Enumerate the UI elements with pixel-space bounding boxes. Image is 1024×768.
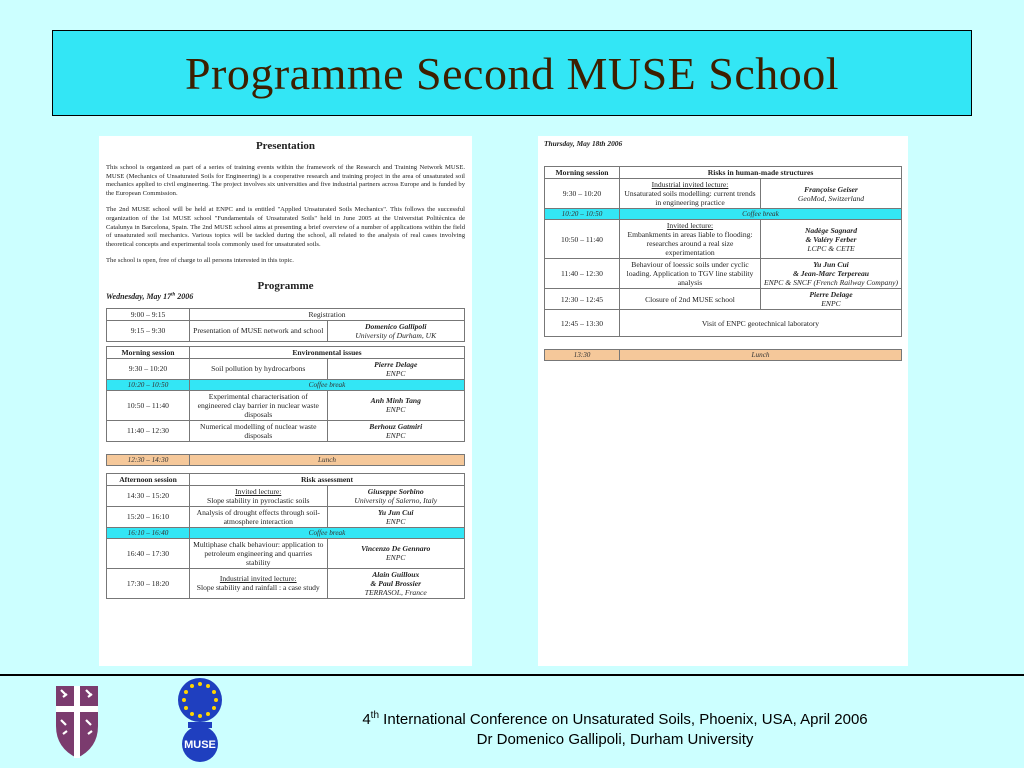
session-label: Morning session bbox=[545, 167, 620, 179]
speaker-cell bbox=[327, 420, 465, 441]
session-cell bbox=[620, 179, 761, 209]
speaker-affiliation: ENPC bbox=[386, 430, 406, 440]
speaker-name: Giuseppe Sorbino bbox=[367, 486, 424, 496]
speaker-name: Pierre Delage bbox=[374, 359, 418, 369]
conference-line bbox=[250, 706, 980, 730]
speaker-name: & Valéry Ferber bbox=[805, 234, 857, 244]
speaker-cell bbox=[761, 220, 902, 259]
table-row bbox=[107, 568, 465, 598]
time-cell: 12:45 – 13:30 bbox=[545, 310, 620, 337]
speaker-affiliation: ENPC bbox=[821, 299, 841, 308]
speaker-affiliation: GeoMod, Switzerland bbox=[797, 193, 865, 203]
time-cell: 9:15 – 9:30 bbox=[107, 320, 190, 341]
author-line: Dr Domenico Gallipoli, Durham University bbox=[476, 731, 754, 748]
speaker-affiliation: TERRASOL, France bbox=[364, 587, 427, 597]
time-cell: 16:10 – 16:40 bbox=[107, 527, 190, 538]
lecture-title: Slope stability and rainfall : a case study bbox=[196, 583, 320, 593]
schedule-table-opening bbox=[106, 308, 465, 342]
time-cell: 17:30 – 18:20 bbox=[107, 568, 190, 598]
schedule-table-lunch-thursday bbox=[544, 349, 902, 361]
speaker-affiliation: University of Salerno, Italy bbox=[354, 495, 438, 505]
conf-number: 4 bbox=[362, 711, 371, 728]
muse-logo-icon bbox=[176, 676, 224, 762]
time-cell: 10:20 – 10:50 bbox=[107, 379, 190, 390]
session-cell: Registration bbox=[190, 308, 465, 320]
schedule-table-thursday bbox=[544, 166, 902, 337]
speaker-affiliation: ENPC bbox=[386, 405, 406, 415]
speaker-cell bbox=[327, 506, 465, 527]
speaker-name: Anh Minh Tang bbox=[370, 396, 421, 406]
time-cell: 16:40 – 17:30 bbox=[107, 538, 190, 568]
speaker-cell bbox=[327, 568, 465, 598]
session-cell bbox=[190, 568, 328, 598]
speaker-name: & Jean-Marc Terpereau bbox=[792, 269, 870, 278]
speaker-cell bbox=[761, 259, 902, 289]
lecture-title: Unsaturated soils modelling: current trends in engineering practice bbox=[624, 189, 756, 207]
time-cell: 10:50 – 11:40 bbox=[545, 220, 620, 259]
programme-document-left bbox=[99, 136, 472, 666]
lecture-title: Slope stability in pyroclastic soils bbox=[206, 495, 310, 505]
conf-suffix: th bbox=[370, 710, 380, 721]
muse-logo bbox=[176, 676, 224, 767]
speaker-affiliation: ENPC & SNCF (French Railway Company) bbox=[763, 278, 899, 287]
coffee-break-row bbox=[107, 527, 465, 538]
lunch-row bbox=[107, 454, 465, 465]
lecture-title: Embankments in areas liable to flooding: researches around a real size experimentation bbox=[627, 230, 753, 257]
time-cell: 10:50 – 11:40 bbox=[107, 390, 190, 420]
session-label: Morning session bbox=[107, 346, 190, 358]
time-cell: 10:20 – 10:50 bbox=[545, 209, 620, 220]
session-cell bbox=[190, 485, 328, 506]
speaker-name: Berhouz Gatmiri bbox=[369, 421, 423, 431]
day-heading-thursday: Thursday, May 18th 2006 bbox=[544, 139, 623, 148]
presentation-paragraph-3: The school is open, free of charge to all persons interested in this topic. bbox=[106, 257, 294, 265]
session-cell: Numerical modelling of nuclear waste disposals bbox=[190, 420, 328, 441]
slide-title: Programme Second MUSE School bbox=[184, 47, 840, 99]
table-row bbox=[107, 358, 465, 379]
coffee-break-row bbox=[107, 379, 465, 390]
speaker-cell bbox=[327, 485, 465, 506]
speaker-name: Françoise Geiser bbox=[804, 184, 858, 194]
table-row bbox=[545, 167, 902, 179]
speaker-cell bbox=[761, 179, 902, 209]
session-cell bbox=[620, 220, 761, 259]
speaker-name: & Paul Brossier bbox=[370, 578, 422, 588]
session-theme: Risks in human-made structures bbox=[620, 167, 902, 179]
footer-divider bbox=[0, 674, 1024, 676]
schedule-table-morning bbox=[106, 346, 465, 442]
session-cell: Visit of ENPC geotechnical laboratory bbox=[620, 310, 902, 337]
table-row bbox=[107, 538, 465, 568]
day-heading-wednesday: Wednesday, May 17th 2006 bbox=[106, 291, 194, 301]
conference-name: International Conference on Unsaturated Soils, Phoenix, USA, April 2006 bbox=[379, 711, 868, 728]
session-cell: Soil pollution by hydrocarbons bbox=[190, 358, 328, 379]
session-label: Afternoon session bbox=[107, 473, 190, 485]
table-row bbox=[107, 390, 465, 420]
session-theme: Environmental issues bbox=[190, 346, 465, 358]
durham-shield-icon bbox=[56, 686, 98, 758]
time-cell: 14:30 – 15:20 bbox=[107, 485, 190, 506]
table-row bbox=[107, 506, 465, 527]
schedule-table-lunch bbox=[106, 454, 465, 466]
speaker-affiliation: ENPC bbox=[386, 516, 406, 526]
speaker-affiliation: ENPC bbox=[386, 368, 406, 378]
speaker-name: Vincenzo De Gennaro bbox=[361, 544, 431, 554]
muse-logo-text: MUSE bbox=[184, 739, 216, 751]
session-cell: Closure of 2nd MUSE school bbox=[620, 289, 761, 310]
lecture-kind: Industrial invited lecture: bbox=[651, 180, 729, 189]
session-cell: Experimental characterisation of engineered clay barrier in nuclear waste disposals bbox=[190, 390, 328, 420]
speaker-cell bbox=[327, 358, 465, 379]
time-cell: 12:30 – 14:30 bbox=[107, 454, 190, 465]
table-row bbox=[107, 473, 465, 485]
table-row bbox=[545, 310, 902, 337]
break-cell: Coffee break bbox=[190, 527, 465, 538]
title-box bbox=[52, 30, 972, 116]
speaker-affiliation: LCPC & CETE bbox=[807, 243, 855, 253]
table-row bbox=[107, 485, 465, 506]
presentation-heading: Presentation bbox=[255, 140, 316, 152]
time-cell: 11:40 – 12:30 bbox=[545, 259, 620, 289]
speaker-affiliation: ENPC bbox=[386, 553, 406, 563]
table-row bbox=[545, 289, 902, 310]
speaker-name: Domenico Gallipoli bbox=[365, 321, 427, 331]
break-cell: Coffee break bbox=[620, 209, 902, 220]
session-cell: Analysis of drought effects through soil-atmosphere interaction bbox=[190, 506, 328, 527]
time-cell: 13:30 bbox=[545, 350, 620, 361]
session-theme: Risk assessment bbox=[190, 473, 465, 485]
break-cell: Lunch bbox=[620, 350, 902, 361]
time-cell: 9:00 – 9:15 bbox=[107, 308, 190, 320]
session-cell: Presentation of MUSE network and school bbox=[190, 320, 328, 341]
presentation-paragraph-2: The 2nd MUSE school will be held at ENPC and is entitled "Applied Unsaturated Soils Mechanics". This follows the successful organization of the 1st MUSE school "Fundamentals of Unsaturated Soils" held in June 2005 at the Universitat Politècnica de Catalunya in Barcelona, Spain. The 2nd MUSE school aims at presenting a brief overview of a number of applications within the field of unsaturated soil mechanics. Various topics will be tackled during the school, all related to the analysis of real cases involving theoretical concepts and experimental tools commonly used for unsaturated soils. bbox=[106, 206, 465, 248]
table-row bbox=[107, 346, 465, 358]
presentation-paragraph-1: This school is organized as part of a series of training events within the framework of the Research and Training Network MUSE. MUSE (Mechanics of Unsaturated Soils for Engineering) is a cooperative research and training project in the area of unsaturated soil mechanics applied to civil engineering. The project involves six universities and five industrial partners across Europe and is funded by the European Commission. bbox=[106, 164, 465, 197]
speaker-name: Nadège Sagnard bbox=[804, 225, 858, 235]
speaker-name: Alain Guilloux bbox=[372, 569, 420, 579]
programme-heading: Programme bbox=[257, 279, 314, 292]
time-cell: 15:20 – 16:10 bbox=[107, 506, 190, 527]
table-row bbox=[545, 179, 902, 209]
durham-university-logo bbox=[56, 686, 98, 763]
time-cell: 9:30 – 10:20 bbox=[545, 179, 620, 209]
session-cell: Multiphase chalk behaviour: application to petroleum engineering and quarries stability bbox=[190, 538, 328, 568]
speaker-cell bbox=[327, 538, 465, 568]
table-row bbox=[545, 259, 902, 289]
table-row bbox=[545, 220, 902, 259]
speaker-cell bbox=[327, 390, 465, 420]
schedule-table-afternoon bbox=[106, 473, 465, 599]
programme-document-right bbox=[538, 136, 908, 666]
lecture-kind: Invited lecture: bbox=[235, 486, 282, 496]
break-cell: Lunch bbox=[190, 454, 465, 465]
speaker-name: Yu Jun Cui bbox=[377, 507, 414, 517]
coffee-break-row bbox=[545, 209, 902, 220]
session-cell: Behaviour of loessic soils under cyclic loading. Application to TGV line stability analysis bbox=[620, 259, 761, 289]
break-cell: Coffee break bbox=[190, 379, 465, 390]
footer-text bbox=[250, 706, 980, 750]
speaker-cell bbox=[761, 289, 902, 310]
speaker-affiliation: University of Durham, UK bbox=[355, 330, 437, 340]
lecture-kind: Invited lecture: bbox=[666, 221, 714, 230]
speaker-name: Yu Jun Cui bbox=[813, 260, 849, 269]
time-cell: 12:30 – 12:45 bbox=[545, 289, 620, 310]
time-cell: 11:40 – 12:30 bbox=[107, 420, 190, 441]
time-cell: 9:30 – 10:20 bbox=[107, 358, 190, 379]
table-row bbox=[107, 320, 465, 341]
speaker-name: Pierre Delage bbox=[809, 290, 853, 299]
lecture-kind: Industrial invited lecture: bbox=[219, 574, 297, 584]
table-row bbox=[107, 420, 465, 441]
lunch-row bbox=[545, 350, 902, 361]
speaker-cell bbox=[327, 320, 465, 341]
table-row bbox=[107, 308, 465, 320]
